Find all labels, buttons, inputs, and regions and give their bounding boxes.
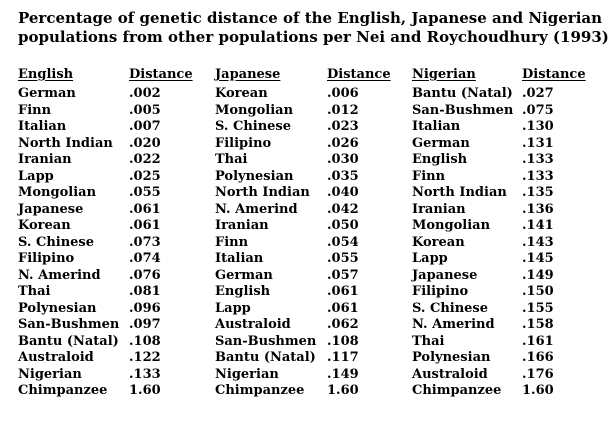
title-line-1: Percentage of genetic distance of the English, Japanese and Nigerian: [18, 9, 603, 27]
distance-value: .005: [129, 102, 161, 118]
distance-value: .006: [327, 86, 359, 101]
population-name: San-Bushmen: [215, 333, 317, 349]
population-name: Polynesian: [412, 350, 491, 365]
distance-value: .149: [327, 366, 359, 382]
population-name: Finn: [18, 102, 52, 118]
distance-value: .143: [522, 234, 554, 250]
population-name: Korean: [18, 218, 71, 233]
population-name: Iranian: [215, 218, 269, 233]
population-name: English: [215, 284, 271, 299]
distance-value: .117: [327, 350, 359, 365]
distance-header: Distance: [129, 67, 193, 82]
distance-value: .040: [327, 185, 359, 200]
population-name: Filipino: [215, 135, 272, 151]
distance-value: 1.60: [327, 383, 359, 398]
distance-value: .131: [522, 135, 554, 151]
distance-value: .061: [327, 300, 359, 316]
distance-value: .161: [522, 333, 554, 349]
distance-value: .012: [327, 102, 359, 118]
distance-header: Distance: [327, 67, 391, 82]
population-name: German: [18, 86, 76, 101]
distance-value: .030: [327, 152, 359, 167]
population-name: Polynesian: [18, 300, 97, 316]
population-name: Japanese: [412, 267, 478, 283]
population-name: San-Bushmen: [412, 102, 514, 118]
distance-value: .055: [129, 185, 161, 200]
distance-value: .150: [522, 284, 554, 299]
population-name: S. Chinese: [412, 300, 489, 316]
population-name: Thai: [412, 333, 445, 349]
population-name: N. Amerind: [18, 267, 101, 283]
population-name: Thai: [215, 152, 248, 167]
distance-value: .026: [327, 135, 359, 151]
population-name: Bantu (Natal): [412, 86, 513, 101]
distance-value: .042: [327, 201, 359, 217]
distance-value: .133: [522, 168, 554, 184]
distance-value: .023: [327, 119, 359, 134]
population-name: German: [215, 267, 273, 283]
distance-value: .097: [129, 317, 161, 332]
distance-value: .061: [327, 284, 359, 299]
population-header: Japanese: [215, 67, 281, 82]
distance-value: .076: [129, 267, 161, 283]
distance-value: .081: [129, 284, 161, 299]
distance-value: .020: [129, 135, 161, 151]
distance-value: .108: [129, 333, 161, 349]
distance-value: .054: [327, 234, 359, 250]
population-name: Australoid: [215, 317, 291, 332]
population-name: Filipino: [412, 284, 469, 299]
distance-value: .073: [129, 234, 161, 250]
population-name: Lapp: [18, 168, 54, 184]
population-header: English: [18, 67, 74, 82]
population-name: Chimpanzee: [18, 383, 108, 398]
distance-value: .136: [522, 201, 554, 217]
population-name: Korean: [215, 86, 268, 101]
distance-value: .141: [522, 218, 554, 233]
distance-value: .035: [327, 168, 359, 184]
population-name: Nigerian: [215, 366, 279, 382]
population-name: Chimpanzee: [412, 383, 502, 398]
distance-header: Distance: [522, 67, 586, 82]
population-name: Italian: [215, 251, 264, 266]
distance-value: .050: [327, 218, 359, 233]
distance-value: .062: [327, 317, 359, 332]
distance-value: .133: [522, 152, 554, 167]
population-name: Japanese: [18, 201, 84, 217]
population-name: N. Amerind: [412, 317, 495, 332]
population-name: Bantu (Natal): [215, 350, 316, 365]
population-name: Chimpanzee: [215, 383, 305, 398]
population-name: Finn: [215, 234, 249, 250]
distance-value: .108: [327, 333, 359, 349]
population-name: Bantu (Natal): [18, 333, 119, 349]
distance-value: .096: [129, 300, 161, 316]
distance-value: .022: [129, 152, 161, 167]
population-name: North Indian: [412, 185, 507, 200]
distance-value: .007: [129, 119, 161, 134]
population-name: Thai: [18, 284, 51, 299]
population-name: Australoid: [18, 350, 94, 365]
population-name: North Indian: [215, 185, 310, 200]
population-name: Mongolian: [18, 185, 97, 200]
distance-value: .166: [522, 350, 554, 365]
population-name: Filipino: [18, 251, 75, 266]
distance-value: .135: [522, 185, 554, 200]
population-name: N. Amerind: [215, 201, 298, 217]
distance-value: .074: [129, 251, 161, 266]
population-name: Italian: [412, 119, 461, 134]
distance-value: .061: [129, 201, 161, 217]
population-name: German: [412, 135, 470, 151]
title-line-2: populations from other populations per Nei and Roychoudhury (1993): [18, 28, 609, 46]
population-name: Korean: [412, 234, 465, 250]
distance-value: .133: [129, 366, 161, 382]
population-name: San-Bushmen: [18, 317, 120, 332]
distance-value: .057: [327, 267, 359, 283]
distance-value: .130: [522, 119, 554, 134]
population-name: Finn: [412, 168, 446, 184]
population-name: Iranian: [18, 152, 72, 167]
distance-value: .025: [129, 168, 161, 184]
population-name: Lapp: [215, 300, 251, 316]
population-name: S. Chinese: [18, 234, 95, 250]
distance-value: .145: [522, 251, 554, 266]
distance-value: .002: [129, 86, 161, 101]
distance-value: .061: [129, 218, 161, 233]
distance-value: .027: [522, 86, 554, 101]
population-name: English: [412, 152, 468, 167]
population-name: Mongolian: [215, 102, 294, 118]
population-name: S. Chinese: [215, 119, 292, 134]
population-name: Lapp: [412, 251, 448, 266]
document-title: [18, 9, 609, 47]
population-name: Italian: [18, 119, 67, 134]
distance-value: 1.60: [129, 383, 161, 398]
distance-value: .122: [129, 350, 161, 365]
distance-value: .158: [522, 317, 554, 332]
population-name: Nigerian: [18, 366, 82, 382]
distance-value: 1.60: [522, 383, 554, 398]
distance-value: .075: [522, 102, 554, 118]
population-name: Mongolian: [412, 218, 491, 233]
distance-value: .155: [522, 300, 554, 316]
distance-value: .176: [522, 366, 554, 382]
population-name: Australoid: [412, 366, 488, 382]
population-name: North Indian: [18, 135, 113, 151]
population-name: Polynesian: [215, 168, 294, 184]
population-header: Nigerian: [412, 67, 476, 82]
distance-value: .055: [327, 251, 359, 266]
population-name: Iranian: [412, 201, 466, 217]
distance-value: .149: [522, 267, 554, 283]
